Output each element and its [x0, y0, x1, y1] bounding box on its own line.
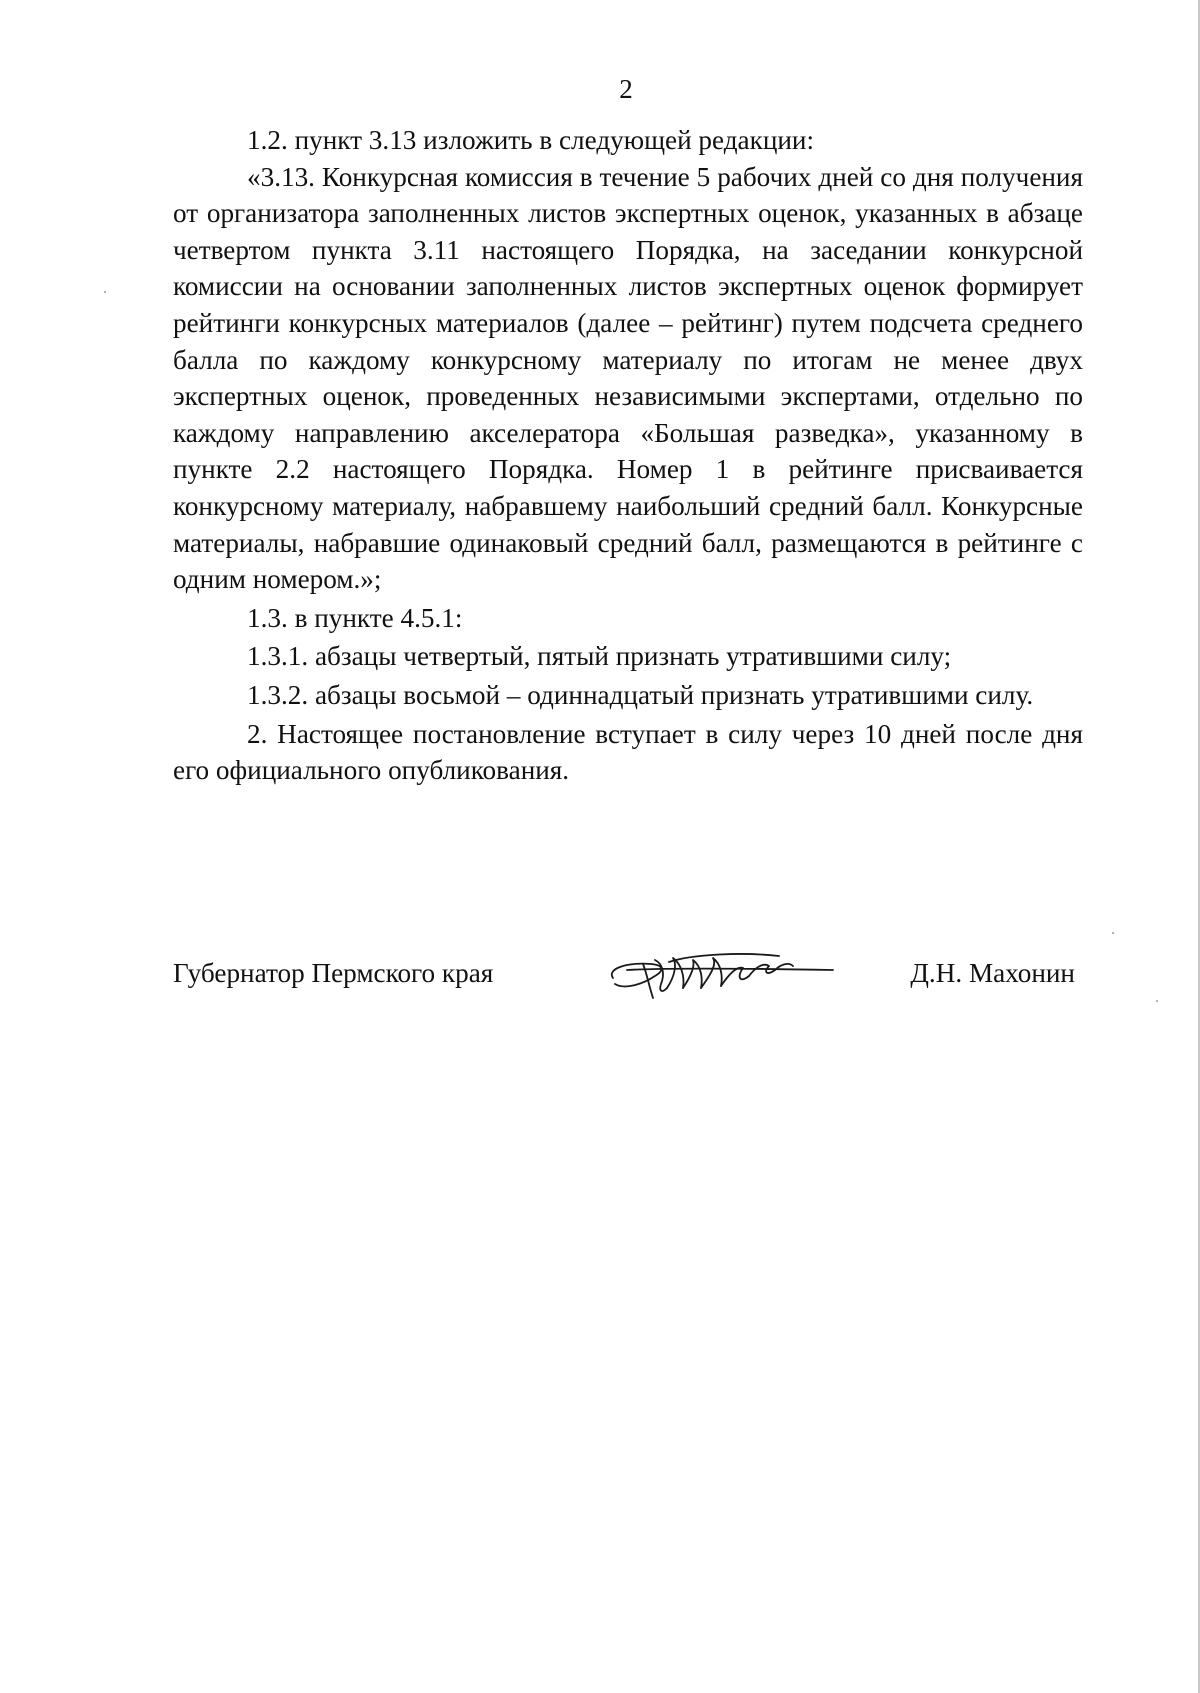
signatory-position: Губернатор Пермского края [173, 958, 494, 988]
handwritten-signature [603, 940, 843, 1010]
paragraph-1-2: 1.2. пункт 3.13 изложить в следующей редакции: [247, 125, 815, 155]
document-body [173, 122, 1083, 789]
scan-speck [104, 291, 106, 293]
page-number: 2 [619, 74, 633, 104]
paragraph-1-3: 1.3. в пункте 4.5.1: [247, 602, 463, 633]
paragraph-1-3-2: 1.3.2. абзацы восьмой – одиннадцатый признать утратившими силу. [247, 679, 1034, 710]
signature-block [173, 940, 1083, 1020]
paragraph-1-3-1: 1.3.1. абзацы четвертый, пятый признать утратившими силу; [247, 641, 952, 672]
paragraph-2: 2. Настоящее постановление вступает в силу через 10 дней после дня его официального опубликования. [173, 718, 1083, 786]
scan-speck [1112, 932, 1114, 934]
scan-speck [1156, 1000, 1158, 1002]
paragraph-quoted-3-13: «3.13. Конкурсная комиссия в течение 5 рабочих дней со дня получения от организатора заполненных листов экспертных оценок, указанных в абзаце четвертом пункта 3.11 настоящего Порядка, на заседании конкурсной комиссии на основании заполненных листов экспертных оценок формирует рейтинги конкурсных материалов (далее – рейтинг) путем подсчета среднего балла по каждому конкурсному материалу по итогам не менее двух экспертных оценок, проведенных независимыми экспертами, отдельно по каждому направлению акселератора «Большая разведка», указанному в пункте 2.2 настоящего Порядка. Номер 1 в рейтинге присваивается конкурсному материалу, набравшему наибольший средний балл. Конкурсные материалы, набравшие одинаковый средний балл, размещаются в рейтинге с одним номером.»; [173, 161, 1083, 595]
signatory-name: Д.Н. Махонин [910, 958, 1075, 988]
